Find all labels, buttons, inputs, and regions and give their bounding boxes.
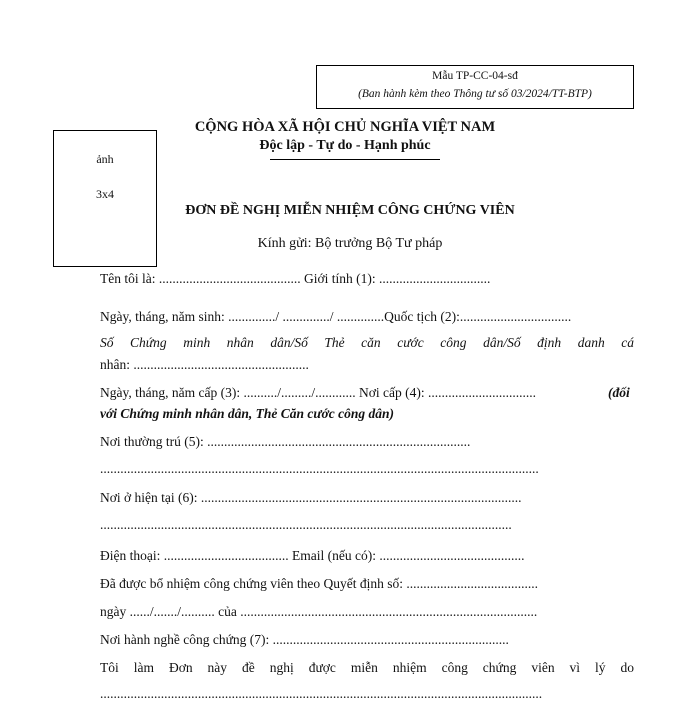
form-issued-note: (Ban hành kèm theo Thông tư số 03/2024/TT-BTP) — [358, 88, 592, 100]
form-title: ĐƠN ĐỀ NGHỊ MIỄN NHIỆM CÔNG CHỨNG VIÊN — [185, 203, 515, 218]
name-gender-line: Tên tôi là: .......................................... Giới tính (1): ................................. — [100, 271, 491, 286]
form-code: Mẫu TP-CC-04-sđ — [432, 70, 518, 82]
id-number-line: Số Chứng minh nhân dân/Số Thẻ căn cước công dân/Số định danh cá — [100, 335, 634, 350]
reason-line: Tôi làm Đơn này đề nghị được miễn nhiệm công chứng viên vì lý do — [100, 660, 634, 675]
recipient-line: Kính gửi: Bộ trưởng Bộ Tư pháp — [257, 236, 443, 251]
issue-note: với Chứng minh nhân dân, Thẻ Căn cước công dân) — [100, 406, 394, 421]
current-address-line: Nơi ở hiện tại (6): ............................................................................................... — [100, 490, 522, 505]
photo-label: ảnh — [96, 152, 114, 166]
dob-nationality-line: Ngày, tháng, năm sinh: ............../ ............../ ..............Quốc tịch (2):................................. — [100, 309, 572, 324]
practice-place-line: Nơi hành nghề công chứng (7): ...................................................................... — [100, 632, 509, 647]
phone-email-line: Điện thoại: ..................................... Email (nếu có): ........................................... — [100, 548, 525, 563]
decision-date-line: ngày ....../......./.......... của ........................................................................................ — [100, 604, 538, 619]
appointment-decision-line: Đã được bổ nhiệm công chứng viên theo Quyết định số: ....................................... — [100, 576, 538, 591]
issue-note-start: (đối — [608, 385, 630, 400]
permanent-residence-line: Nơi thường trú (5): .............................................................................. — [100, 434, 471, 449]
motto-underline — [270, 159, 440, 160]
photo-size-label: 3x4 — [96, 187, 114, 201]
id-number-line-cont: nhân: .................................................... — [100, 357, 309, 372]
reason-cont: ................................................................................................................................... — [100, 686, 543, 701]
nation-heading: CỘNG HÒA XÃ HỘI CHỦ NGHĨA VIỆT NAM — [194, 119, 496, 135]
permanent-residence-cont: .................................................................................................................................. — [100, 461, 539, 476]
issue-date-place-line: Ngày, tháng, năm cấp (3): ........../........./............ Nơi cấp (4): ................................ — [100, 385, 536, 400]
current-address-cont: .......................................................................................................................... — [100, 517, 512, 532]
nation-motto: Độc lập - Tự do - Hạnh phúc — [259, 138, 431, 153]
